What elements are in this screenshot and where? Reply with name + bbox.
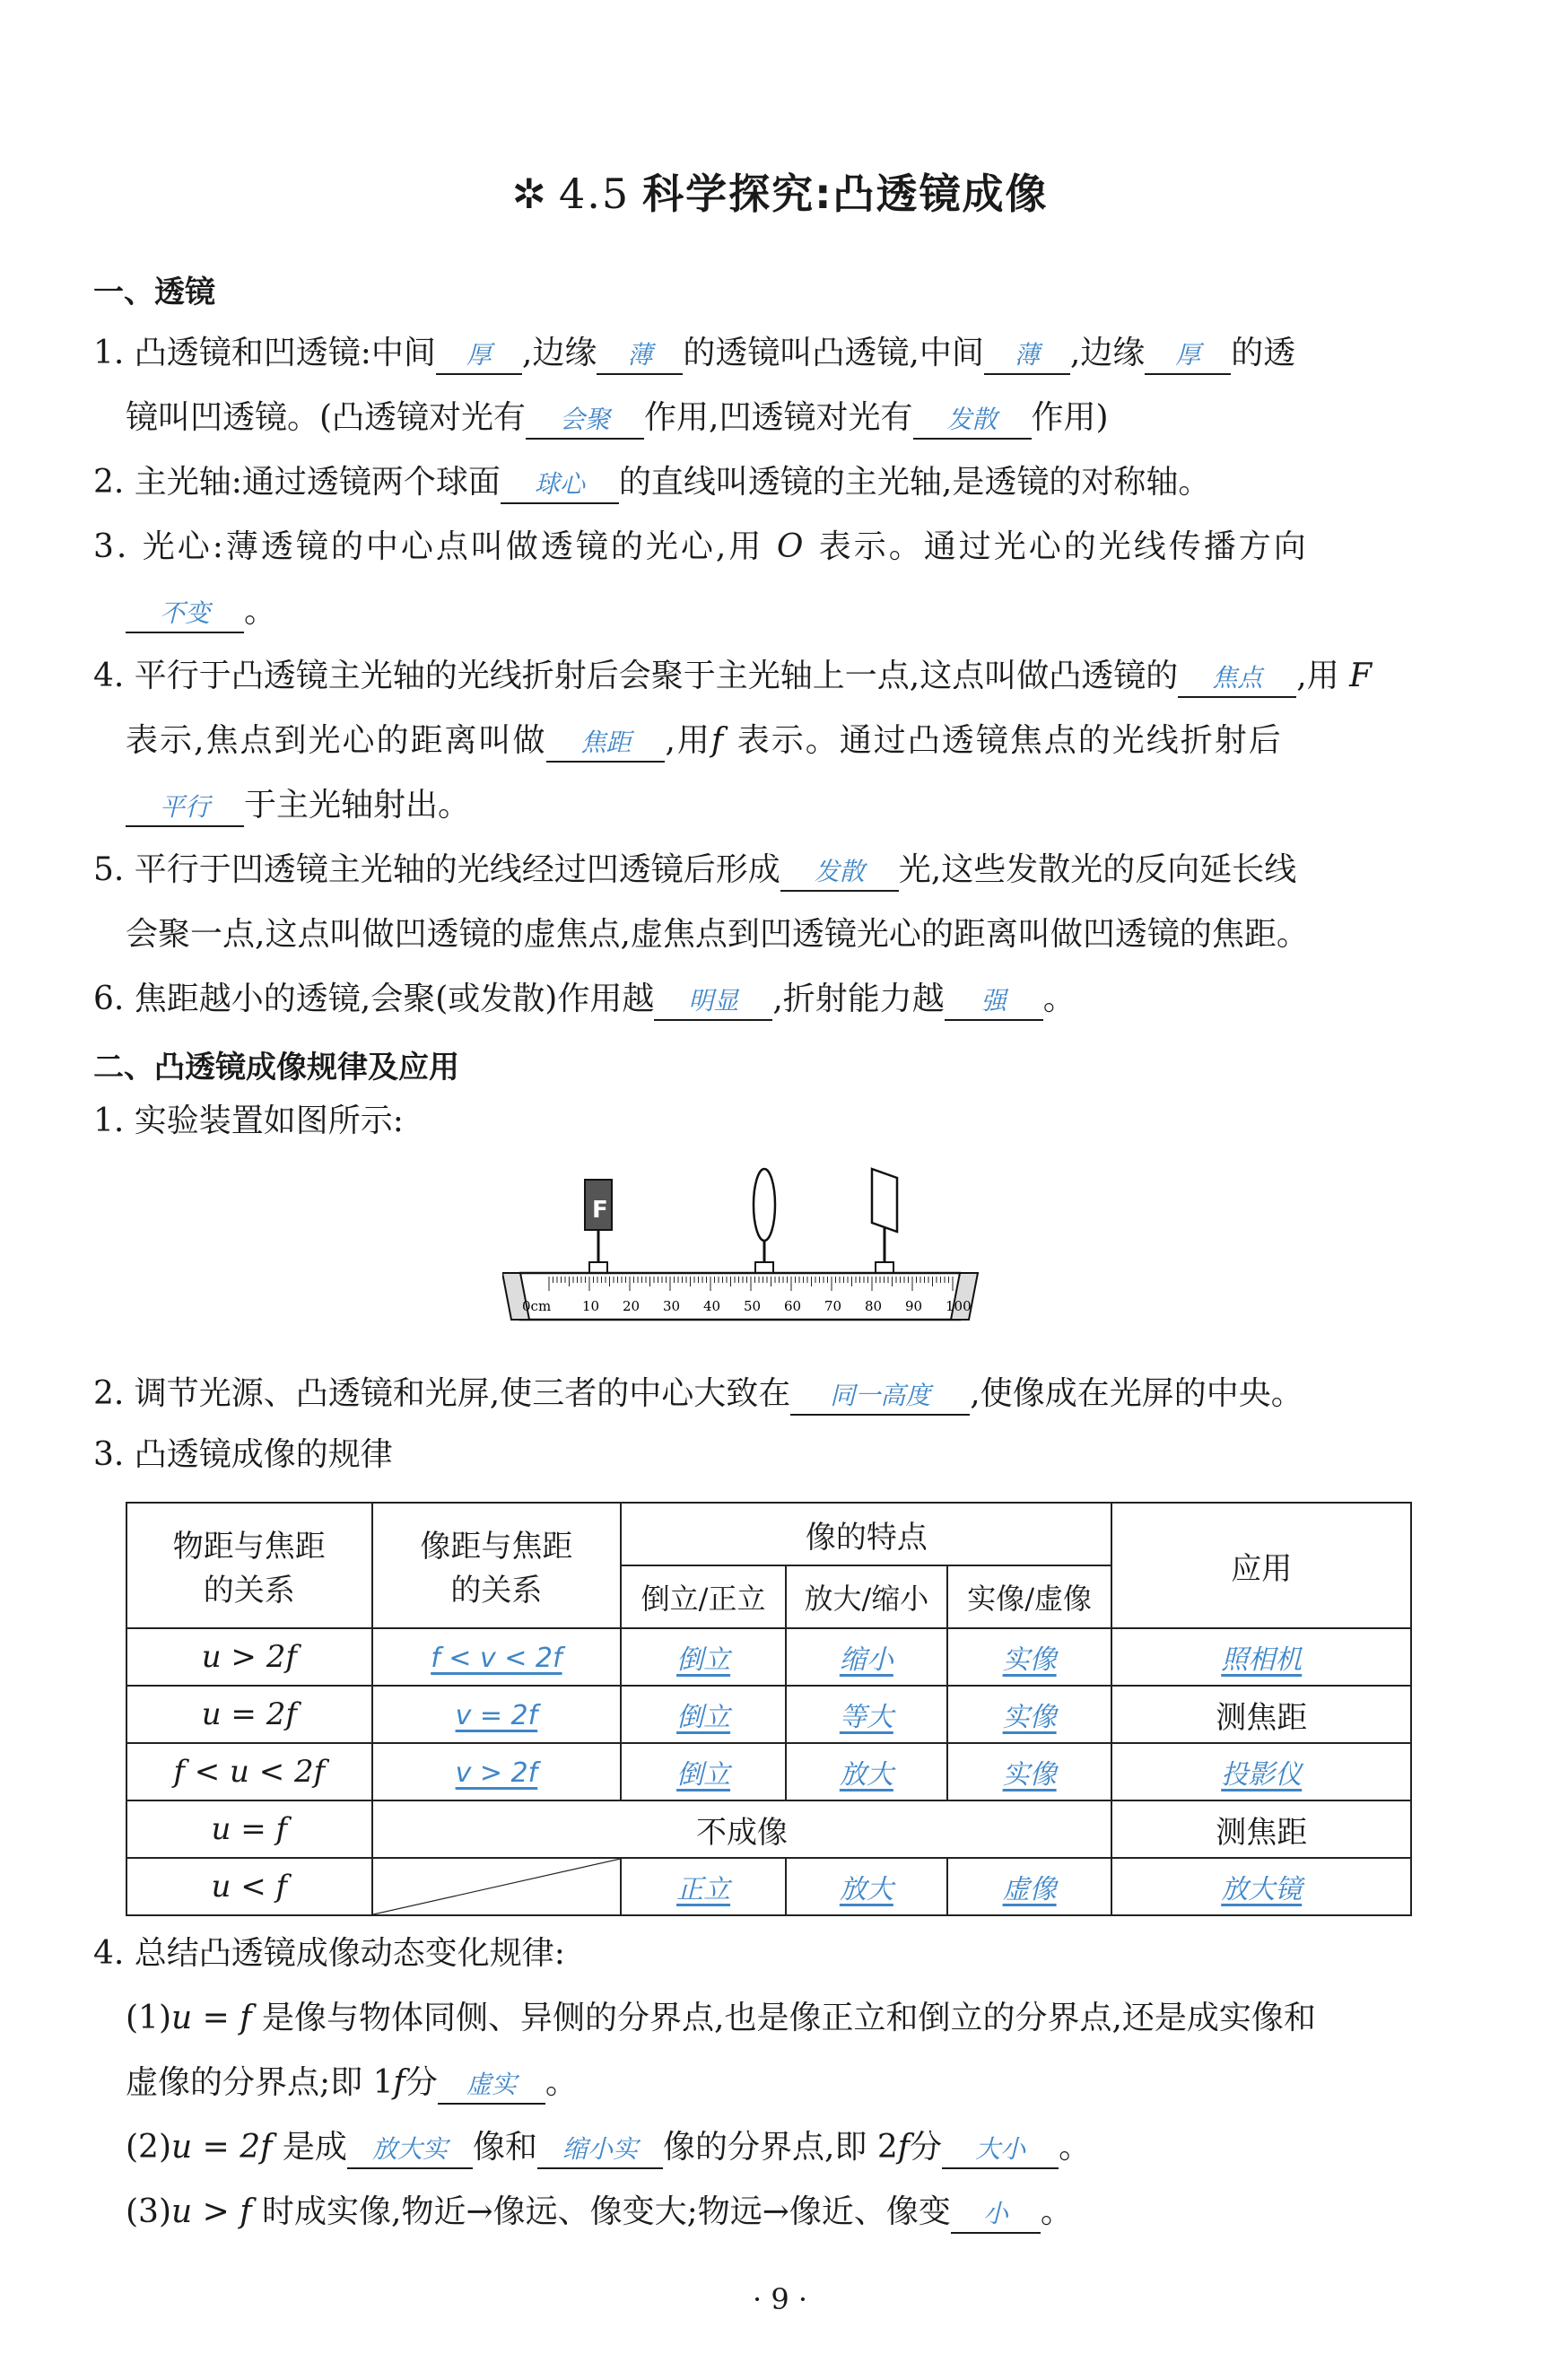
q5-line1: 5. 平行于凹透镜主光轴的光线经过凹透镜后形成 发散 光,这些发散光的反向延长线 (93, 849, 1296, 892)
table-row: u = 2f v = 2f 倒立 等大 实像 测焦距 (126, 1686, 1411, 1743)
diagonal-cell (372, 1858, 622, 1915)
s2-q4-p1-line2: 虚像的分界点;即 1f分 虚实 。 (126, 2062, 578, 2105)
q3-line2: 不变 。 (126, 590, 276, 633)
answer-blank: 发散 (780, 854, 899, 892)
s2-q4-p2-line: (2)u = 2f 是成 放大实 像和 缩小实 像的分界点,即 2f分 大小 。 (126, 2126, 1091, 2169)
answer-blank: 厚 (1145, 337, 1231, 375)
rail-unit-label: 0cm (522, 1298, 552, 1314)
rail-tick-label: 80 (865, 1298, 883, 1314)
table-row: u > 2f f < v < 2f 倒立 缩小 实像 照相机 (126, 1628, 1411, 1686)
rail-tick-label: 40 (703, 1298, 721, 1314)
answer-blank: 同一高度 (790, 1378, 970, 1416)
imaging-rules-table (126, 1502, 1412, 1916)
rail-tick-label: 50 (744, 1298, 762, 1314)
rail-tick-label: 60 (784, 1298, 802, 1314)
answer-blank: 虚实 (438, 2067, 545, 2105)
q5-line2: 会聚一点,这点叫做凹透镜的虚焦点,虚焦点到凹透镜光心的距离叫做凹透镜的焦距。 (126, 916, 1309, 953)
answer-blank: 明显 (654, 983, 772, 1021)
rail-tick-label: 100 (946, 1298, 972, 1314)
section-heading-imaging: 二、凸透镜成像规律及应用 (93, 1050, 459, 1085)
q4-line3: 平行 于主光轴射出。 (126, 784, 470, 827)
answer-blank: 会聚 (526, 402, 644, 440)
rail-tick-label: 90 (905, 1298, 923, 1314)
q3-line1: 3. 光心:薄透镜的中心点叫做透镜的光心,用 O 表示。通过光心的光线传播方向 (93, 528, 1309, 565)
q1-line1: 1. 凸透镜和凹透镜:中间 厚 ,边缘 薄 的透镜叫凸透镜,中间 薄 ,边缘 厚 的透 (93, 332, 1295, 375)
answer-blank: 球心 (501, 466, 619, 504)
header-image-features: 像的特点 (621, 1503, 1111, 1565)
rail-tick-label: 70 (824, 1298, 842, 1314)
optical-bench-figure (502, 1162, 1005, 1341)
answer-blank: 焦点 (1178, 660, 1296, 698)
header-orientation: 倒立/正立 (621, 1565, 786, 1628)
answer-blank: 薄 (597, 337, 683, 375)
rail-tick-label: 20 (623, 1298, 641, 1314)
page-number: · 9 · (752, 2282, 808, 2316)
header-application: 应用 (1111, 1503, 1411, 1628)
rail-tick-label: 30 (663, 1298, 681, 1314)
light-screen (872, 1169, 897, 1232)
q6-line: 6. 焦距越小的透镜,会聚(或发散)作用越 明显 ,折射能力越 强 。 (93, 978, 1076, 1021)
answer-blank: 缩小实 (537, 2132, 663, 2169)
table-row: f < u < 2f v > 2f 倒立 放大 实像 投影仪 (126, 1743, 1411, 1800)
header-object-distance: 物距与焦距 的关系 (126, 1503, 372, 1628)
answer-blank: 厚 (436, 337, 522, 375)
q4-line2: 表示,焦点到光心的距离叫做 焦距 ,用f 表示。通过凸透镜焦点的光线折射后 (126, 719, 1283, 763)
header-image-distance: 像距与焦距 的关系 (372, 1503, 622, 1628)
answer-blank: 发散 (913, 402, 1032, 440)
answer-blank: 焦距 (546, 725, 665, 763)
s2-q2-line: 2. 调节光源、凸透镜和光屏,使三者的中心大致在 同一高度 ,使像成在光屏的中央。 (93, 1373, 1303, 1416)
s2-q4-p3-line: (3)u > f 时成实像,物近→像远、像变大;物远→像近、像变 小 。 (126, 2191, 1073, 2234)
answer-blank: 小 (951, 2196, 1041, 2234)
section-heading-lens: 一、透镜 (93, 275, 215, 310)
answer-blank: 放大实 (347, 2132, 473, 2169)
q4-line1: 4. 平行于凸透镜主光轴的光线折射后会聚于主光轴上一点,这点叫做凸透镜的 焦点 ,用 F (93, 655, 1372, 698)
header-size: 放大/缩小 (786, 1565, 947, 1628)
page-title: ✲ 4.5 科学探究:凸透镜成像 (511, 170, 1049, 218)
s2-q4-title: 4. 总结凸透镜成像动态变化规律: (93, 1935, 565, 1972)
answer-blank: 强 (945, 983, 1043, 1021)
table-row: u < f 正立 放大 虚像 放大镜 (126, 1858, 1411, 1915)
answer-blank: 不变 (126, 596, 244, 633)
s2-q4-p1-line1: (1)u = f 是像与物体同侧、异侧的分界点,也是像正立和倒立的分界点,还是成实像和 (126, 2000, 1316, 2036)
header-real-virtual: 实像/虚像 (947, 1565, 1112, 1628)
light-source-label: F (592, 1197, 608, 1224)
q2-line: 2. 主光轴:通过透镜两个球面 球心 的直线叫透镜的主光轴,是透镜的对称轴。 (93, 461, 1210, 504)
convex-lens (754, 1169, 775, 1241)
s2-q1-line: 1. 实验装置如图所示: (93, 1103, 404, 1139)
rail-tick-label: 10 (582, 1298, 600, 1314)
answer-blank: 薄 (984, 337, 1070, 375)
table-row: u = f 不成像 测焦距 (126, 1800, 1411, 1858)
star-icon: ✲ (511, 170, 548, 218)
s2-q3-line: 3. 凸透镜成像的规律 (93, 1436, 393, 1473)
q1-line2: 镜叫凹透镜。(凸透镜对光有 会聚 作用,凹透镜对光有 发散 作用) (126, 397, 1109, 440)
answer-blank: 平行 (126, 789, 244, 827)
answer-blank: 大小 (942, 2132, 1059, 2169)
